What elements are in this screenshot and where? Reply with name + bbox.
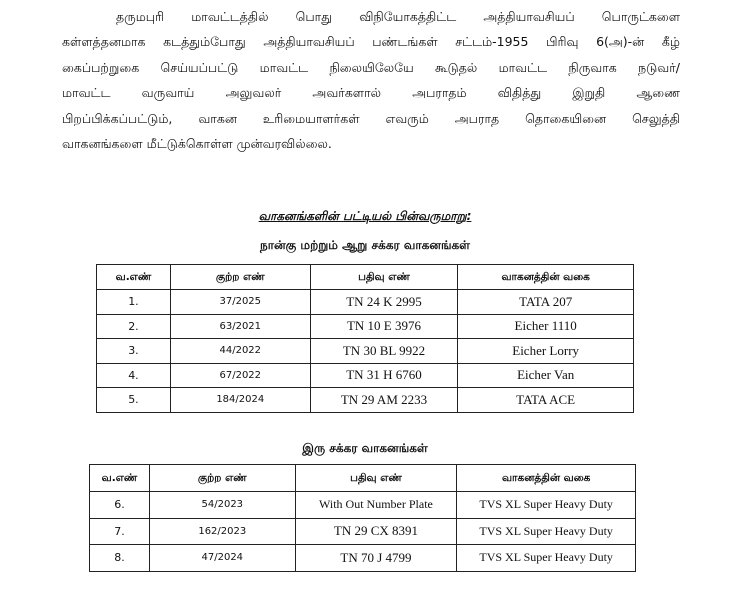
crime-no-cell: 162/2023: [149, 518, 295, 545]
table-row: [90, 518, 636, 545]
crime-no-cell: 47/2024: [149, 545, 295, 572]
section1-heading: நான்கு மற்றும் ஆறு சக்கர வாகனங்கள்: [260, 238, 470, 252]
crime-no-header: குற்ற எண்: [170, 265, 310, 290]
reg-no-cell: With Out Number Plate: [295, 492, 457, 519]
two-wheeler-table: [89, 464, 636, 572]
vehicle-list-heading: வாகனங்களின் பட்டியல் பின்வருமாறு:: [258, 209, 472, 223]
table-row: [97, 363, 634, 388]
sno-cell: 4.: [97, 363, 171, 388]
table-row: [97, 314, 634, 339]
crime-no-cell: 63/2021: [170, 314, 310, 339]
sno-cell: 2.: [97, 314, 171, 339]
sno-cell: 7.: [90, 518, 150, 545]
paragraph-line: வாகனங்களை மீட்டுக்கொள்ள முன்வரவில்லை.: [62, 136, 332, 152]
table-row: [97, 388, 634, 413]
reg-no-cell: TN 24 K 2995: [310, 290, 458, 315]
reg-no-cell: TN 31 H 6760: [310, 363, 458, 388]
crime-no-cell: 37/2025: [170, 290, 310, 315]
vehicle-type-cell: Eicher 1110: [458, 314, 634, 339]
vehicle-type-cell: TVS XL Super Heavy Duty: [457, 492, 636, 519]
sno-cell: 5.: [97, 388, 171, 413]
reg-no-header: பதிவு எண்: [310, 265, 458, 290]
reg-no-header: பதிவு எண்: [295, 465, 457, 492]
vehicle-type-header: வாகனத்தின் வகை: [458, 265, 634, 290]
crime-no-cell: 67/2022: [170, 363, 310, 388]
sno-cell: 3.: [97, 339, 171, 364]
vehicle-type-cell: TATA ACE: [458, 388, 634, 413]
reg-no-cell: TN 10 E 3976: [310, 314, 458, 339]
vehicle-type-header: வாகனத்தின் வகை: [457, 465, 636, 492]
paragraph-line: கைப்பற்றுகை செய்யப்பட்டு மாவட்ட நிலையிலேயே கூடுதல் மாவட்ட நிருவாக நடுவர்/: [62, 59, 680, 75]
reg-no-cell: TN 29 CX 8391: [295, 518, 457, 545]
vehicle-type-cell: TVS XL Super Heavy Duty: [457, 545, 636, 572]
table-row: [97, 290, 634, 315]
paragraph-line: தருமபுரி மாவட்டத்தில் பொது விநியோகத்திட்ட அத்தியாவசியப் பொருட்களை: [116, 9, 680, 24]
vehicle-type-cell: Eicher Lorry: [458, 339, 634, 364]
vehicle-type-cell: Eicher Van: [458, 363, 634, 388]
vehicle-type-cell: TVS XL Super Heavy Duty: [457, 518, 636, 545]
table-row: [97, 339, 634, 364]
sno-cell: 8.: [90, 545, 150, 572]
sno-header: வ.எண்: [97, 265, 171, 290]
table-header-row: [97, 265, 634, 290]
intro-paragraph: [62, 4, 680, 156]
crime-no-cell: 44/2022: [170, 339, 310, 364]
reg-no-cell: TN 29 AM 2233: [310, 388, 458, 413]
vehicle-type-cell: TATA 207: [458, 290, 634, 315]
four-six-wheeler-table: [96, 264, 634, 413]
table-header-row: [90, 465, 636, 492]
paragraph-line: பிறப்பிக்கப்பட்டும், வாகன உரிமையாளர்கள் எவரும் அபராத தொகையினை செலுத்தி: [62, 110, 680, 126]
reg-no-cell: TN 30 BL 9922: [310, 339, 458, 364]
sno-cell: 6.: [90, 492, 150, 519]
section2-heading: இரு சக்கர வாகனங்கள்: [302, 441, 428, 455]
paragraph-line: கள்ளத்தனமாக கடத்தும்போது அத்தியாவசியப் பண்டங்கள் சட்டம்-1955 பிரிவு 6(அ)-ன் கீழ்: [62, 34, 680, 50]
sno-header: வ.எண்: [90, 465, 150, 492]
crime-no-header: குற்ற எண்: [149, 465, 295, 492]
table-row: [90, 492, 636, 519]
sno-cell: 1.: [97, 290, 171, 315]
table-row: [90, 545, 636, 572]
crime-no-cell: 184/2024: [170, 388, 310, 413]
crime-no-cell: 54/2023: [149, 492, 295, 519]
paragraph-line: மாவட்ட வருவாய் அலுவலர் அவர்களால் அபராதம் விதித்து இறுதி ஆணை: [62, 85, 680, 101]
reg-no-cell: TN 70 J 4799: [295, 545, 457, 572]
